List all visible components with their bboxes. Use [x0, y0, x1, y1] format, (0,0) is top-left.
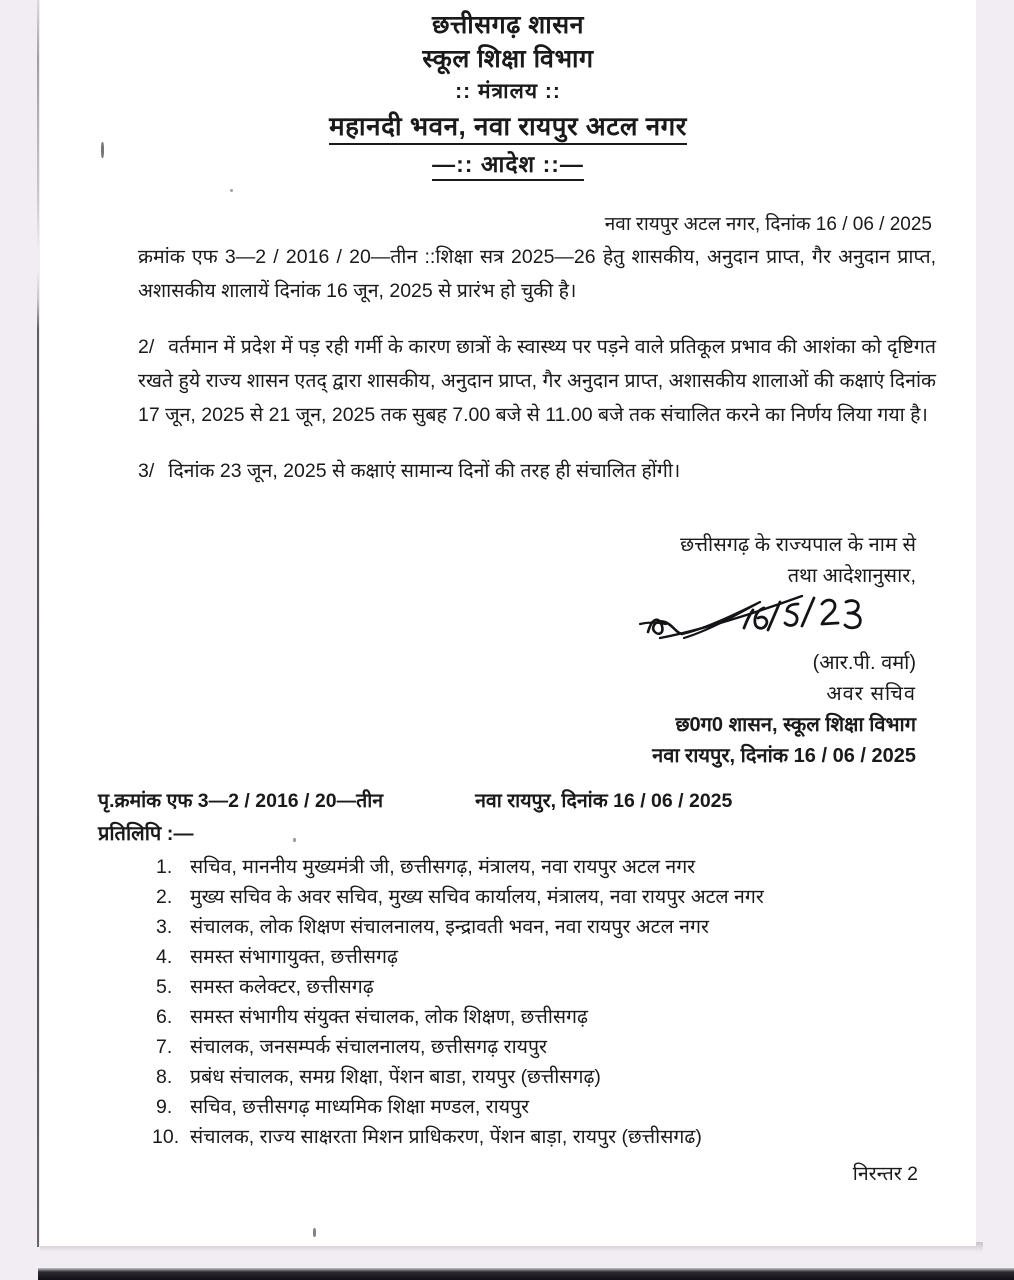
signature-authority-line-1: छत्तीसगढ़ के राज्यपाल के नाम से: [680, 534, 916, 556]
recipient-number: 7.: [156, 1036, 173, 1058]
endorsement-header: [40, 786, 976, 813]
recipient-text: समस्त संभागायुक्त, छत्तीसगढ़: [190, 946, 398, 968]
recipient-number: 1.: [156, 856, 173, 878]
recipient-item: [156, 1093, 976, 1122]
paragraph-3: [40, 454, 976, 488]
recipient-text: संचालक, लोक शिक्षण संचालनालय, इन्द्रावती भवन, नवा रायपुर अटल नगर: [190, 916, 709, 938]
paragraph-1: क्रमांक एफ 3—2 / 2016 / 20—तीन ::शिक्षा सत्र 2025—26 हेतु शासकीय, अनुदान प्राप्त, गैर अनुदान प्राप्त, अशासकीय शालायें दिनांक 16 जून, 2025 से प्रारंभ हो चुकी है।: [138, 246, 936, 302]
scan-speck: [230, 189, 233, 192]
signatory-department: छ0ग0 शासन, स्कूल शिक्षा विभाग: [675, 714, 916, 736]
handwritten-signature-icon: [632, 586, 882, 648]
document-page: [40, 0, 976, 1246]
scan-left-edge: [37, 0, 39, 1247]
next-page-edge: [38, 1268, 1014, 1280]
paragraph-2: [40, 330, 976, 432]
copy-to-label: प्रतिलिपि :—: [98, 823, 194, 845]
recipient-number: 4.: [156, 946, 173, 968]
recipient-item: [156, 943, 976, 972]
recipient-item: [156, 1063, 976, 1092]
header-order-title: —:: आदेश ::—: [40, 144, 976, 184]
scan-speck: [313, 1228, 316, 1237]
recipient-number: 10.: [152, 1126, 180, 1148]
endorsement-place-date: नवा रायपुर, दिनांक 16 / 06 / 2025: [475, 790, 733, 812]
header-ministry: :: मंत्रालय ::: [455, 80, 561, 103]
recipient-number: 9.: [156, 1096, 173, 1118]
recipient-text: प्रबंध संचालक, समग्र शिक्षा, पेंशन बाडा, रायपुर (छत्तीसगढ़): [190, 1066, 601, 1088]
paragraph-3-text: दिनांक 23 जून, 2025 से कक्षाएं सामान्य दिनों की तरह ही संचालित होंगी।: [168, 460, 681, 482]
signature-block: [40, 530, 976, 772]
header-department-name: स्कूल शिक्षा विभाग: [422, 45, 594, 73]
endorsement-reference-number: पृ.क्रमांक एफ 3—2 / 2016 / 20—तीन: [98, 790, 384, 812]
recipient-number: 2.: [156, 886, 173, 908]
continued-marker: निरन्तर 2: [852, 1163, 918, 1185]
recipient-text: मुख्य सचिव के अवर सचिव, मुख्य सचिव कार्यालय, मंत्रालय, नवा रायपुर अटल नगर: [190, 886, 764, 908]
recipient-number: 3.: [156, 916, 173, 938]
recipient-text: सचिव, छत्तीसगढ़ माध्यमिक शिक्षा मण्डल, रायपुर: [190, 1096, 530, 1118]
recipient-item: [156, 973, 976, 1002]
header-government-name: छत्तीसगढ़ शासन: [431, 11, 585, 39]
recipient-item: [156, 883, 976, 912]
recipient-text: सचिव, माननीय मुख्यमंत्री जी, छत्तीसगढ़, मंत्रालय, नवा रायपुर अटल नगर: [190, 856, 696, 878]
signatory-name: (आर.पी. वर्मा): [812, 652, 916, 674]
recipient-item: [156, 1033, 976, 1062]
signatory-designation: अवर सचिव: [826, 683, 916, 705]
recipient-item: [156, 913, 976, 942]
paragraph-2-number: 2/: [138, 336, 155, 358]
recipient-item: [156, 1003, 976, 1032]
handwritten-signature-area: [40, 592, 916, 648]
paragraph-2-text: वर्तमान में प्रदेश में पड़ रही गर्मी के कारण छात्रों के स्वास्थ्य पर पड़ने वाले प्रतिकूल प्रभाव की आशंका को दृष्टिगत रखते हुये राज्य शासन एतद् द्वारा शासकीय, अनुदान प्राप्त, गैर अनुदान प्राप्त, अशासकीय शालाओं की कक्षाएं दिनांक 17 जून, 2025 से 21 जून, 2025 तक सुबह 7.00 बजे से 11.00 बजे तक संचालित करने का निर्णय लिया गया है।: [138, 336, 936, 426]
recipient-text: समस्त संभागीय संयुक्त संचालक, लोक शिक्षण, छत्तीसगढ़: [190, 1006, 589, 1028]
scan-speck: [293, 838, 296, 842]
dateline: नवा रायपुर अटल नगर, दिनांक 16 / 06 / 2025: [604, 214, 932, 235]
signatory-place-date: नवा रायपुर, दिनांक 16 / 06 / 2025: [652, 745, 916, 767]
recipient-item: [156, 853, 976, 882]
document-content: [40, 0, 976, 1246]
recipient-number: 5.: [156, 976, 173, 998]
recipient-text: संचालक, राज्य साक्षरता मिशन प्राधिकरण, पेंशन बाड़ा, रायपुर (छत्तीसगढ): [190, 1126, 702, 1148]
paragraph-3-number: 3/: [138, 460, 155, 482]
recipient-item: [152, 1123, 976, 1152]
recipient-number: 8.: [156, 1066, 173, 1088]
signature-authority-line-2: तथा आदेशानुसार,: [787, 565, 916, 587]
recipient-text: संचालक, जनसम्पर्क संचालनालय, छत्तीसगढ़ रायपुर: [190, 1036, 548, 1058]
recipient-text: समस्त कलेक्टर, छत्तीसगढ़: [190, 976, 374, 998]
recipient-number: 6.: [156, 1006, 173, 1028]
header-address: महानदी भवन, नवा रायपुर अटल नगर: [40, 108, 976, 144]
recipient-list: [40, 853, 976, 1152]
scan-speck: [101, 142, 104, 158]
